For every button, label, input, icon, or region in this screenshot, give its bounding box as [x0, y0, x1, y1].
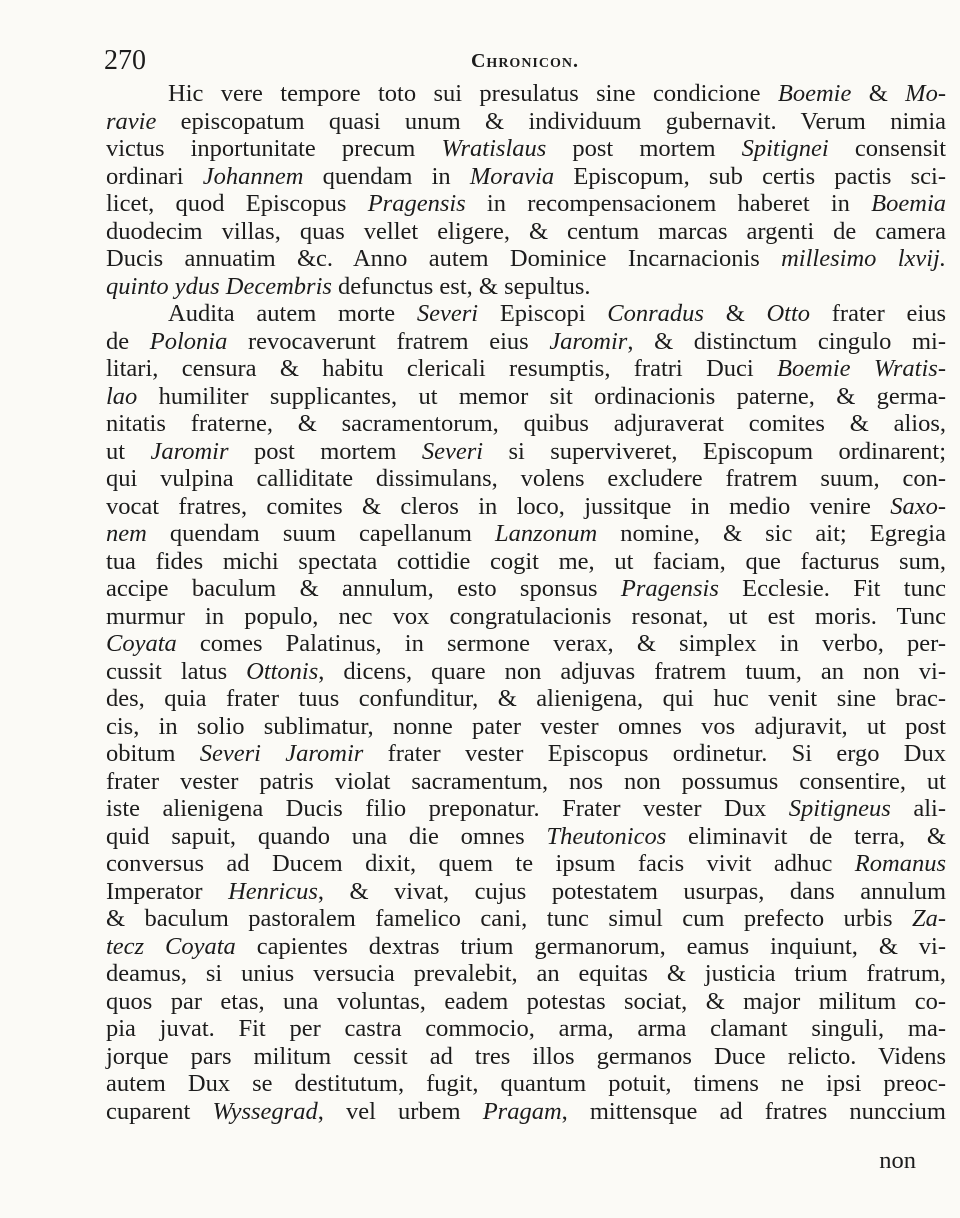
text-line: ravie episcopatum quasi unum & individuum gubernavit. Verum nimia [106, 107, 946, 135]
text-line: nitatis fraterne, & sacramentorum, quibus adjuraverat comites & alios, [106, 410, 946, 437]
text-line: tua fides michi spectata cottidie cogit me, ut faciam, que facturus sum, [106, 547, 946, 575]
text-line: cuparent Wyssegrad, vel urbem Pragam, mittensque ad fratres nunccium [106, 1097, 946, 1125]
text-line: tecz Coyata capientes dextras trium germanorum, eamus inquiunt, & vi- [106, 932, 946, 960]
text-line: autem Dux se destitutum, fugit, quantum potuit, timens ne ipsi preoc- [106, 1070, 946, 1097]
catchword: non [879, 1147, 916, 1174]
text-line: licet, quod Episcopus Pragensis in recompensacionem haberet in Boemia [106, 190, 947, 217]
text-line: Hic vere tempore toto sui presulatus sine condicione Boemie & Mo- [168, 80, 946, 107]
text-line: ut Jaromir post mortem Severi si superviveret, Episcopum ordinarent; [106, 437, 947, 465]
body-text [106, 80, 946, 1125]
text-line: quos par etas, una voluntas, eadem potestas sociat, & major militum co- [106, 987, 946, 1015]
text-line: & baculum pastoralem famelico cani, tunc simul cum prefecto urbis Za- [106, 905, 946, 932]
text-line: accipe baculum & annulum, esto sponsus Pragensis Ecclesie. Fit tunc [106, 575, 946, 602]
page-number: 270 [104, 45, 146, 76]
text-line: obitum Severi Jaromir frater vester Episcopus ordinetur. Si ergo Dux [106, 740, 947, 767]
text-line: quid sapuit, quando una die omnes Theutonicos eliminavit de terra, & [106, 822, 946, 850]
text-line: Audita autem morte Severi Episcopi Conradus & Otto frater eius [168, 300, 946, 327]
text-line: lao humiliter supplicantes, ut memor sit ordinacionis paterne, & germa- [106, 382, 946, 410]
text-line: murmur in populo, nec vox congratulacionis resonat, ut est moris. Tunc [106, 602, 946, 630]
text-line: Ducis annuatim &c. Anno autem Dominice Incarnacionis millesimo lxvij. [106, 245, 946, 272]
running-title: Chronicon. [470, 50, 579, 72]
text-line: jorque pars militum cessit ad tres illos germanos Duce relicto. Videns [106, 1042, 946, 1070]
text-line: litari, censura & habitu clericali resumptis, fratri Duci Boemie Wratis- [106, 355, 946, 382]
text-line: de Polonia revocaverunt fratrem eius Jaromir, & distinctum cingulo mi- [106, 327, 947, 355]
text-line: iste alienigena Ducis filio preponatur. Frater vester Dux Spitigneus ali- [106, 795, 947, 822]
page-header [104, 44, 946, 78]
text-line: nem quendam suum capellanum Lanzonum nomine, & sic ait; Egregia [106, 520, 946, 547]
text-line: cis, in solio sublimatur, nonne pater vester omnes vos adjuravit, ut post [106, 712, 946, 740]
text-line: deamus, si unius versucia prevalebit, an equitas & justicia trium fratrum, [106, 960, 946, 987]
text-line: conversus ad Ducem dixit, quem te ipsum facis vivit adhuc Romanus [106, 850, 946, 877]
text-line: pia juvat. Fit per castra commocio, arma, arma clamant singuli, ma- [106, 1015, 946, 1042]
text-line: victus inportunitate precum Wratislaus post mortem Spitignei consensit [106, 135, 947, 162]
text-line: qui vulpina calliditate dissimulans, volens excludere fratrem suum, con- [106, 465, 946, 492]
text-line: Coyata comes Palatinus, in sermone verax, & simplex in verbo, per- [106, 630, 946, 657]
text-line: Imperator Henricus, & vivat, cujus potestatem usurpas, dans annulum [106, 877, 946, 905]
text-line: cussit latus Ottonis, dicens, quare non adjuvas fratrem tuum, an non vi- [106, 657, 946, 685]
text-line: des, quia frater tuus confunditur, & alienigena, qui huc venit sine brac- [106, 685, 946, 712]
text-line: quinto ydus Decembris defunctus est, & sepultus. [106, 272, 591, 300]
text-line: frater vester patris violat sacramentum, nos non possumus consentire, ut [106, 767, 946, 795]
text-line: ordinari Johannem quendam in Moravia Episcopum, sub certis pactis sci- [106, 162, 946, 190]
text-line: duodecim villas, quas vellet eligere, & centum marcas argenti de camera [106, 217, 946, 245]
text-line: vocat fratres, comites & cleros in loco, jussitque in medio venire Saxo- [106, 492, 946, 520]
